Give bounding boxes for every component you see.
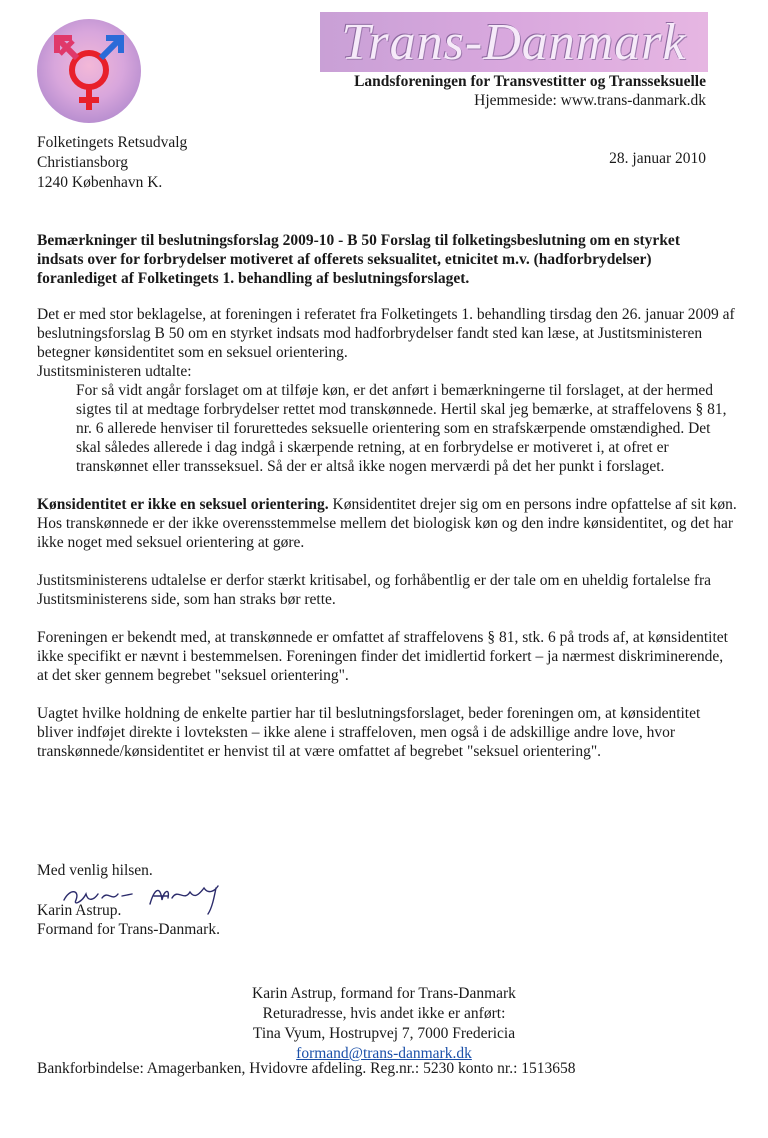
bold-statement: Kønsidentitet er ikke en seksuel orientering. xyxy=(37,496,329,513)
paragraph: Foreningen er bekendt med, at transkønnede er omfattet af straffelovens § 81, stk. 6 på trods af, at kønsidentitet ikke specifikt er nævnt i bestemmelsen. Foreningen finder det imidlertid forkert – ja nærmest diskriminerende, at det sker gennem begrebet "seksuel orientering". xyxy=(37,629,728,684)
paragraph: Uagtet hvilke holdning de enkelte partier har til beslutningsforslaget, beder foreningen om, at kønsidentitet bliver indføjet direkte i lovteksten – ikke alene i straffeloven, men også i de adskillige andre love, hvor transkønnede/kønsidentitet er henvist til at være omfattet af begrebet "seksuel orientering". xyxy=(37,705,701,760)
transgender-logo xyxy=(36,18,142,124)
recipient-line: Folketingets Retsudvalg xyxy=(37,134,188,151)
bank-details: Bankforbindelse: Amagerbanken, Hvidovre afdeling. Reg.nr.: 5230 konto nr.: 1513658 xyxy=(37,1060,576,1077)
letter-date: 28. januar 2010 xyxy=(609,150,706,167)
banner-title: Trans-Danmark xyxy=(341,13,687,71)
minister-quote: For så vidt angår forslaget om at tilføje køn, er det anført i bemærkningerne til forslaget, at der hermed sigtes til at medtage forbrydelser rettet mod transkønnede. Hertil skal jeg bemærke, at straffelovens § 81, nr. 6 allerede henviser til forurettedes seksuelle orientering som en strafskærpende omstændighed. Det skal således allerede i dag indgå i skærpende retning, at en forbrydelse er motiveret i, at ofret er transkønnet eller transseksuel. Så der er altså ikke nogen merværdi på det her punkt i forslaget. xyxy=(76,382,727,475)
recipient-line: 1240 København K. xyxy=(37,174,163,191)
signatory-title: Formand for Trans-Danmark. xyxy=(37,921,220,938)
letter-body xyxy=(37,305,737,761)
paragraph: Det er med stor beklagelse, at foreningen i referatet fra Folketingets 1. behandling tirsdag den 26. januar 2009 af beslutningsforslag B 50 om en styrket indsats mod hadforbrydelser fandt sted kan læse, at Justitsministeren betegner kønsidentitet som en seksuel orientering. xyxy=(37,306,735,361)
paragraph: Justitsministerens udtalelse er derfor stærkt kritisabel, og forhåbentlig er der tale om en uheldig fortalelse fra Justitsministerens side, som han straks bør rette. xyxy=(37,572,712,608)
paragraph-text: Kønsidentitet drejer sig om en persons indre opfattelse af sit køn. Hos transkønnede er der ikke overensstemmelse mellem det biologisk køn og den indre kønsidentitet, og det har ikke noget med seksuel orientering at gøre. xyxy=(37,496,737,551)
footer-line: Karin Astrup, formand for Trans-Danmark xyxy=(252,985,516,1002)
letter-subject: Bemærkninger til beslutningsforslag 2009-10 - B 50 Forslag til folketingsbeslutning om en styrket indsats over for forbrydelser motiveret af offerets seksualitet, etnicitet m.v. (hadforbrydelser) foranlediget af Folketingets 1. behandling af beslutningsforslaget. xyxy=(37,232,680,287)
paragraph: Justitsministeren udtalte: xyxy=(37,363,192,380)
signatory-name: Karin Astrup. xyxy=(37,902,122,919)
footer-line: Returadresse, hvis andet ikke er anført: xyxy=(262,1005,506,1022)
recipient-address xyxy=(37,133,187,193)
transgender-symbol-icon xyxy=(36,18,142,124)
paragraph xyxy=(37,495,737,552)
footer-line: Tina Vyum, Hostrupvej 7, 7000 Fredericia xyxy=(252,1025,516,1042)
org-banner xyxy=(320,12,708,72)
closing-greeting: Med venlig hilsen. xyxy=(37,862,153,879)
org-subtitle: Landsforeningen for Transvestitter og Transseksuelle xyxy=(354,73,706,90)
email-link[interactable]: formand@trans-danmark.dk xyxy=(296,1045,472,1062)
signatory xyxy=(37,901,220,939)
recipient-line: Christiansborg xyxy=(37,154,128,171)
homepage-line: Hjemmeside: www.trans-danmark.dk xyxy=(474,92,706,109)
footer xyxy=(0,984,768,1064)
